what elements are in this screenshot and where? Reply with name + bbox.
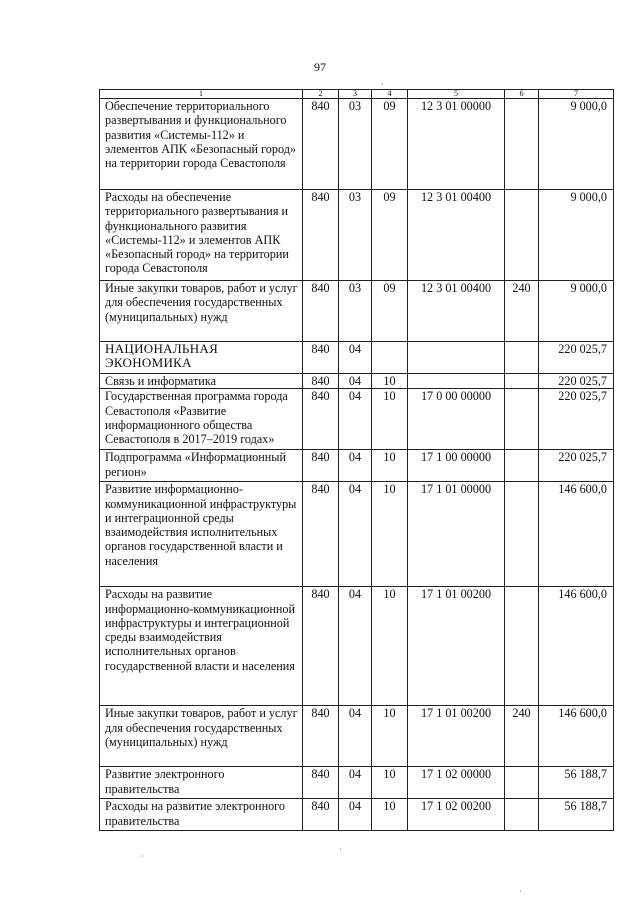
row-name: Расходы на развитие информационно-коммуникационной инфраструктуры и интеграционной среды взаимодействия исполнительных органов государственной власти и населения: [100, 587, 303, 706]
table-row: [100, 389, 614, 450]
expense-type-code: 240: [505, 706, 539, 767]
target-article-code: 17 1 02 00000: [408, 767, 505, 799]
amount: 146 600,0: [539, 587, 614, 706]
table-row: [100, 482, 614, 587]
row-name: Иные закупки товаров, работ и услуг для обеспечения государственных (муниципальных) нужд: [100, 281, 303, 342]
column-number: 4: [372, 90, 408, 99]
table-row: [100, 190, 614, 281]
amount: 220 025,7: [539, 450, 614, 482]
amount: 56 188,7: [539, 799, 614, 831]
amount: 56 188,7: [539, 767, 614, 799]
table-row: [100, 767, 614, 799]
scan-speck: ·: [141, 852, 144, 861]
expense-type-code: 240: [505, 281, 539, 342]
target-article-code: 17 1 01 00200: [408, 587, 505, 706]
ministry-code: 840: [303, 389, 339, 450]
column-number: 6: [505, 90, 539, 99]
row-name: Расходы на обеспечение территориального развертывания и функционального развития «Системы-112» и элементов АПК «Безопасный город» на территории города Севастополя: [100, 190, 303, 281]
target-article-code: 12 3 01 00000: [408, 99, 505, 190]
target-article-code: 17 1 01 00200: [408, 706, 505, 767]
row-name: Подпрограмма «Информационный регион»: [100, 450, 303, 482]
target-article-code: [408, 342, 505, 374]
amount: 220 025,7: [539, 389, 614, 450]
subsection-code: 10: [372, 587, 408, 706]
column-number: 2: [303, 90, 339, 99]
expense-type-code: [505, 374, 539, 389]
target-article-code: [408, 374, 505, 389]
row-name: Развитие электронного правительства: [100, 767, 303, 799]
scan-speck: ·: [381, 80, 384, 89]
section-code: 04: [339, 767, 372, 799]
subsection-code: [372, 342, 408, 374]
target-article-code: 17 0 00 00000: [408, 389, 505, 450]
row-name: Связь и информатика: [100, 374, 303, 389]
table-row: [100, 374, 614, 389]
amount: 9 000,0: [539, 190, 614, 281]
row-name: Государственная программа города Севастополя «Развитие информационного общества Севастополя в 2017–2019 годах»: [100, 389, 303, 450]
ministry-code: 840: [303, 450, 339, 482]
expense-type-code: [505, 450, 539, 482]
amount: 9 000,0: [539, 281, 614, 342]
expense-type-code: [505, 342, 539, 374]
budget-table: [99, 89, 614, 831]
subsection-code: 10: [372, 706, 408, 767]
section-code: 04: [339, 450, 372, 482]
subsection-code: 10: [372, 450, 408, 482]
expense-type-code: [505, 482, 539, 587]
column-number: 7: [539, 90, 614, 99]
row-name: Развитие информационно-коммуникационной инфраструктуры и интеграционной среды взаимодействия исполнительных органов государственной власти и населения: [100, 482, 303, 587]
subsection-code: 09: [372, 99, 408, 190]
section-code: 04: [339, 389, 372, 450]
expense-type-code: [505, 799, 539, 831]
header-row: [100, 90, 614, 99]
ministry-code: 840: [303, 767, 339, 799]
section-code: 04: [339, 342, 372, 374]
row-name: НАЦИОНАЛЬНАЯ ЭКОНОМИКА: [100, 342, 303, 374]
subsection-code: 10: [372, 767, 408, 799]
target-article-code: 17 1 00 00000: [408, 450, 505, 482]
table-row: [100, 587, 614, 706]
subsection-code: 10: [372, 482, 408, 587]
scan-speck: ·: [339, 845, 342, 854]
row-name: Обеспечение территориального развертывания и функционального развития «Системы-112» и элементов АПК «Безопасный город» на территории города Севастополя: [100, 99, 303, 190]
target-article-code: 12 3 01 00400: [408, 190, 505, 281]
section-code: 04: [339, 482, 372, 587]
expense-type-code: [505, 389, 539, 450]
ministry-code: 840: [303, 342, 339, 374]
ministry-code: 840: [303, 374, 339, 389]
section-code: 04: [339, 706, 372, 767]
ministry-code: 840: [303, 190, 339, 281]
section-code: 03: [339, 99, 372, 190]
table-row: [100, 342, 614, 374]
target-article-code: 17 1 02 00200: [408, 799, 505, 831]
scan-speck: ·: [519, 887, 522, 896]
section-code: 03: [339, 190, 372, 281]
subsection-code: 09: [372, 281, 408, 342]
subsection-code: 09: [372, 190, 408, 281]
amount: 146 600,0: [539, 706, 614, 767]
amount: 9 000,0: [539, 99, 614, 190]
expense-type-code: [505, 99, 539, 190]
row-name: Иные закупки товаров, работ и услуг для обеспечения государственных (муниципальных) нужд: [100, 706, 303, 767]
column-number: 5: [408, 90, 505, 99]
target-article-code: 17 1 01 00000: [408, 482, 505, 587]
subsection-code: 10: [372, 799, 408, 831]
section-code: 04: [339, 587, 372, 706]
section-code: 04: [339, 799, 372, 831]
subsection-code: 10: [372, 389, 408, 450]
expense-type-code: [505, 190, 539, 281]
target-article-code: 12 3 01 00400: [408, 281, 505, 342]
ministry-code: 840: [303, 587, 339, 706]
row-name: Расходы на развитие электронного правительства: [100, 799, 303, 831]
table-row: [100, 99, 614, 190]
amount: 146 600,0: [539, 482, 614, 587]
table-row: [100, 281, 614, 342]
table-row: [100, 706, 614, 767]
column-number: 3: [339, 90, 372, 99]
column-number: 1: [100, 90, 303, 99]
ministry-code: 840: [303, 706, 339, 767]
subsection-code: 10: [372, 374, 408, 389]
amount: 220 025,7: [539, 374, 614, 389]
expense-type-code: [505, 587, 539, 706]
ministry-code: 840: [303, 799, 339, 831]
table-row: [100, 799, 614, 831]
amount: 220 025,7: [539, 342, 614, 374]
section-code: 04: [339, 374, 372, 389]
page-number: 97: [314, 60, 326, 74]
ministry-code: 840: [303, 281, 339, 342]
expense-type-code: [505, 767, 539, 799]
ministry-code: 840: [303, 482, 339, 587]
section-code: 03: [339, 281, 372, 342]
table-row: [100, 450, 614, 482]
ministry-code: 840: [303, 99, 339, 190]
